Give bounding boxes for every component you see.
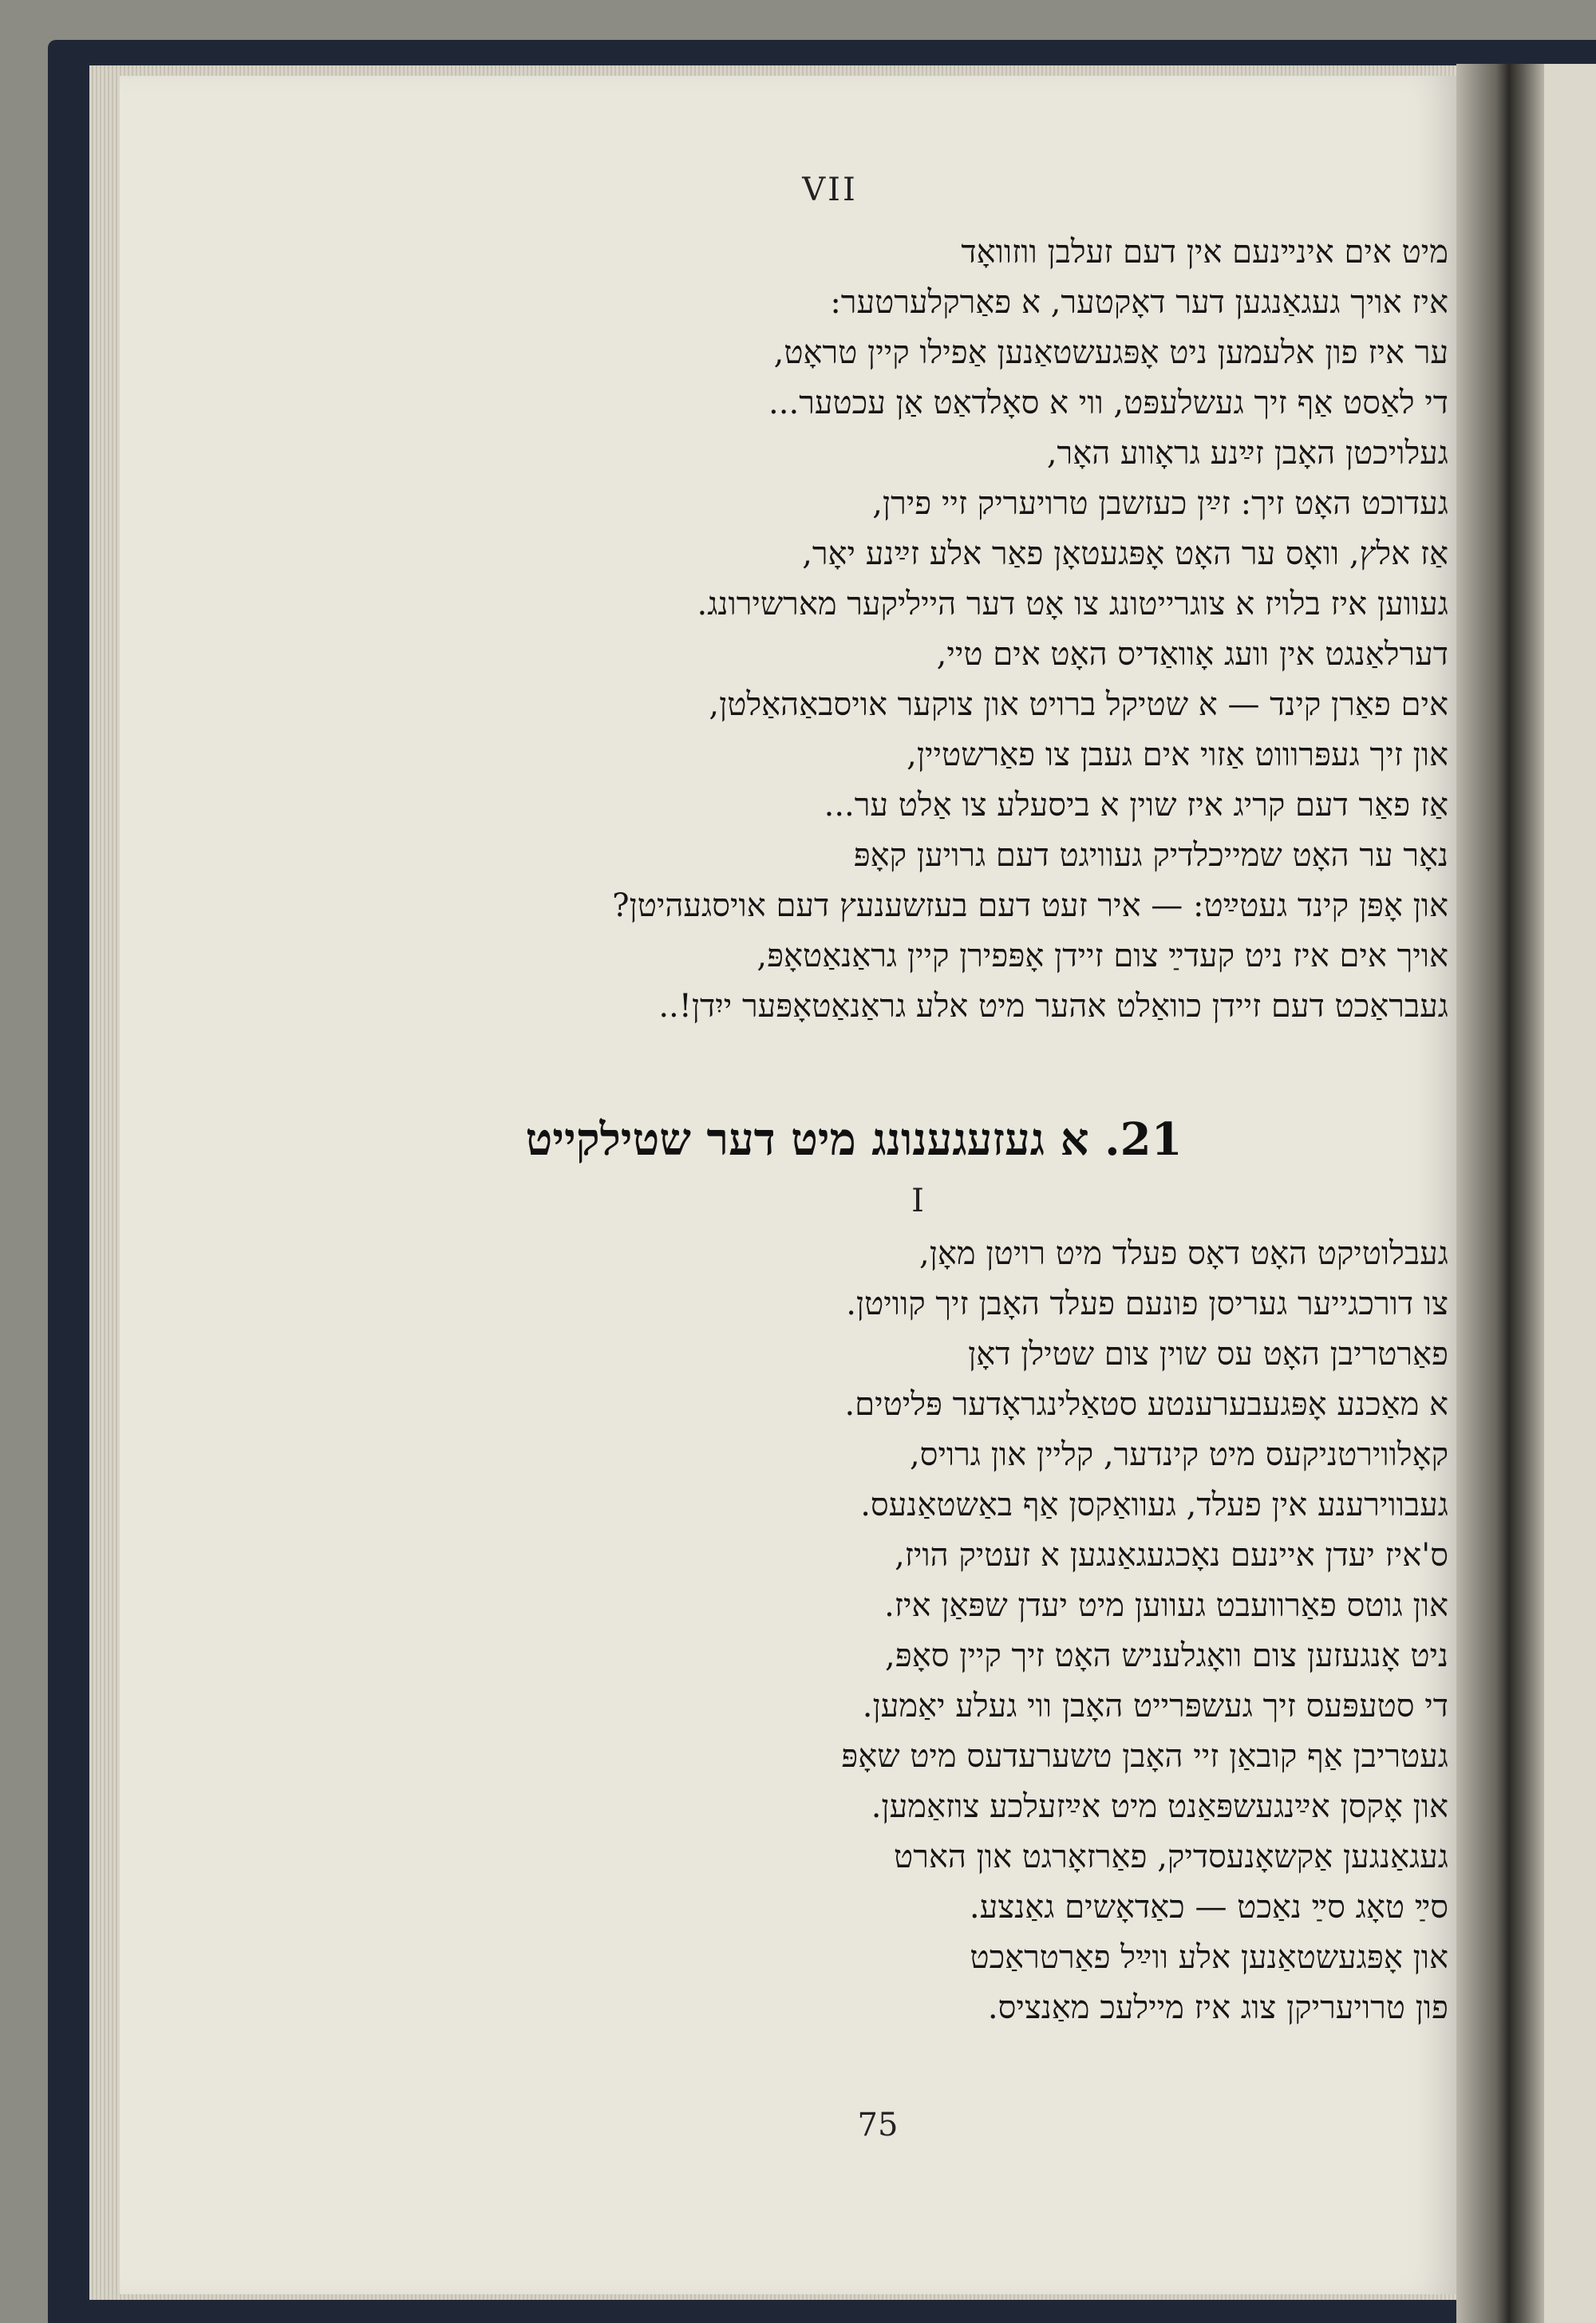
poem-line: קאָלווירטניקעס מיט קינדער, קליין און גרויס, [909, 1436, 1448, 1473]
poem-line: פאַרטריבן האָט עס שוין צום שטילן דאָן [968, 1336, 1448, 1373]
poem-stanza-2 [267, 1229, 1448, 2033]
poem-line: אים פאַרן קינד — א שטיקל ברויט און צוקער אויסבאַהאַלטן, [709, 686, 1448, 723]
facing-page [1544, 64, 1596, 2323]
poem-line: ניט אָנגעזען צום וואָגלעניש האָט זיך קיין סאָפּ, [885, 1638, 1448, 1674]
poem-line: נאָר ער האָט שמייכלדיק געוויגט דעם גרויען קאָפּ [853, 837, 1448, 874]
poem-line: געבווירענע אין פעלד, געוואַקסן אַף באַשטאַנעס. [860, 1487, 1448, 1523]
poem-stanza-1 [267, 227, 1448, 1032]
poem-line: ער איז פון אלעמען ניט אָפּגעשטאַנען אַפילו קיין טראָט, [773, 334, 1448, 371]
poem-line: מיט אים אינײנעם אין דעם זעלבן ווזוואָד [961, 234, 1448, 271]
poem-line: די לאַסט אַף זיך געשלעפּט, ווי א סאָלדאַט אַן עכטער... [768, 385, 1448, 421]
poem-line: געווען איז בלויז א צוגרייטונג צו אָט דער הייליקער מארשירונג. [697, 586, 1448, 622]
poem-line: און זיך געפּרוווט אַזוי אים געבן צו פאַרשטיין, [907, 737, 1448, 773]
poem-line: געטריבן אַף קובאַן זיי האָבן טשערעדעס מיט שאָפּ [841, 1738, 1448, 1775]
poem-line: איז אויך געגאַנגען דער דאָקטער, א פאַרקלערטער: [830, 284, 1448, 321]
page-number: 75 [857, 2107, 899, 2143]
poem-line: סײַ טאָג סײַ נאַכט — כאַדאָשים גאַנצע. [969, 1889, 1448, 1926]
section-title: 21. א געזעגענונג מיט דער שטילקייט [525, 1113, 1183, 1166]
poem-line: א מאַכנע אָפּגעבערענטע סטאַלינגראָדער פּליטים. [844, 1386, 1448, 1423]
poem-line: און אָקסן אײַנגעשפּאַנט מיט אײַזעלכע צוזאַמען. [871, 1788, 1448, 1825]
poem-line: אַז אלץ, וואָס ער האָט אָפּגעטאָן פאַר אלע זײַנע יאָר, [802, 535, 1448, 572]
poem-line: און אָפּן קינד געטײַט: — איר זעט דעם בעזשענעץ דעם אויסגעהיטן? [612, 887, 1448, 924]
header-roman-numeral: VII [802, 172, 858, 208]
poem-line: צו דורכגייער געריסן פונעם פעלד האָבן זיך קוויטן. [846, 1286, 1448, 1322]
poem-line: געגאַנגען אַקשאָנעסדיק, פאַרזאָרגט און הארט [894, 1839, 1448, 1875]
poem-line: און גוטס פאַרוועבט געווען מיט יעדן שפּאַן איז. [884, 1587, 1448, 1624]
poem-line: פון טרויעריקן צוג איז מיילעכ מאַנציס. [987, 1989, 1448, 2026]
poem-line: און אָפּגעשטאַנען אלע ווײַל פאַרטראַכט [970, 1939, 1448, 1976]
poem-line: אויך אים איז ניט קעדײַ צום זיידן אָפּפירן קיין גראַנאַטאָפּ, [757, 938, 1448, 974]
poem-line: געלויכטן האָבן זײַנע גראָווע האָר, [1046, 435, 1448, 472]
poem-line: געדוכט האָט זיך: זײַן כעזשבן טרויעריק זיי פירן, [872, 485, 1448, 522]
poem-line: געבלוטיקט האָט דאָס פעלד מיט רויטן מאָן, [919, 1235, 1448, 1272]
book-gutter [1456, 64, 1544, 2323]
poem-line: ס'איז יעדן איינעם נאָכגעגאַנגען א זעטיק הויז, [895, 1537, 1448, 1574]
poem-line: געבראַכט דעם זיידן כוואַלט אהער מיט אלע גראַנאַטאָפּער ייִדן!.. [658, 988, 1448, 1025]
poem-line: דערלאַנגט אין וועג אָוואַדיס האָט אים טיי, [936, 636, 1448, 673]
section-roman-numeral: I [911, 1183, 924, 1219]
poem-line: די סטעפּעס זיך געשפּרייט האָבן ווי געלע יאַמען. [862, 1688, 1448, 1724]
poem-line: אַז פאַר דעם קריג איז שוין א ביסעלע צו אַלט ער... [824, 787, 1448, 824]
